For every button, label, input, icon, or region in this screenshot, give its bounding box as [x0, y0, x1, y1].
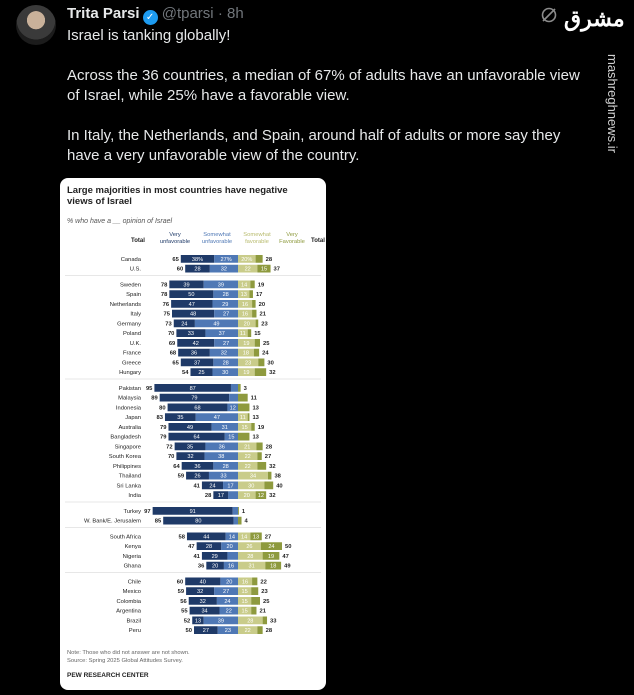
- very-unfavorable-label: 37: [193, 360, 201, 367]
- total-unfavorable-label: 68: [169, 350, 177, 357]
- somewhat-favorable-label: 14: [241, 282, 248, 289]
- bar-very-favorable: [257, 452, 261, 460]
- bar-very-favorable: [251, 587, 258, 595]
- somewhat-unfavorable-label: 12: [229, 405, 236, 412]
- total-favorable-label: 37: [273, 266, 281, 273]
- country-label: Malaysia: [118, 395, 141, 402]
- country-label: Chile: [127, 579, 141, 586]
- bar-very-favorable: [248, 329, 252, 337]
- total-favorable-label: 24: [262, 350, 269, 357]
- somewhat-unfavorable-label: 15: [228, 434, 235, 441]
- total-unfavorable-label: 72: [166, 444, 173, 451]
- somewhat-favorable-label: 34: [249, 473, 257, 480]
- mute-icon[interactable]: [540, 6, 558, 24]
- somewhat-unfavorable-label: 22: [225, 608, 232, 615]
- very-unfavorable-label: 79: [191, 395, 198, 402]
- very-unfavorable-label: 13: [194, 618, 202, 625]
- total-favorable-label: 32: [269, 463, 276, 470]
- total-unfavorable-label: 55: [181, 608, 188, 615]
- very-favorable-label: 19: [267, 553, 275, 560]
- total-unfavorable-label: 59: [177, 473, 185, 480]
- somewhat-favorable-label: 18: [242, 350, 250, 357]
- somewhat-unfavorable-label: 20: [226, 579, 233, 586]
- bar-very-favorable: [252, 578, 257, 586]
- total-favorable-label: 50: [285, 544, 292, 551]
- total-favorable-label: 20: [258, 301, 266, 308]
- bar-very-favorable: [238, 384, 241, 392]
- bar-very-favorable: [248, 413, 250, 421]
- header-very-unfavorable: Very: [169, 232, 181, 238]
- somewhat-favorable-label: 11: [239, 331, 246, 338]
- somewhat-unfavorable-label: 39: [217, 618, 224, 625]
- total-favorable-label: 21: [259, 608, 266, 615]
- total-unfavorable-label: 65: [172, 360, 179, 367]
- verified-badge-icon: ✓: [143, 10, 158, 25]
- header-very-favorable: Very: [286, 232, 298, 238]
- bar-very-favorable: [256, 320, 259, 328]
- somewhat-favorable-label: 15: [241, 598, 248, 605]
- site-watermark: [604, 54, 622, 204]
- somewhat-unfavorable-label: 36: [218, 444, 225, 451]
- somewhat-favorable-label: 16: [241, 579, 249, 586]
- somewhat-favorable-label: 26: [246, 544, 253, 551]
- somewhat-unfavorable-label: 37: [218, 331, 225, 338]
- total-unfavorable-label: 70: [167, 454, 175, 461]
- very-unfavorable-label: 29: [211, 553, 218, 560]
- country-label: Pakistan: [118, 385, 141, 392]
- total-favorable-label: 4: [244, 518, 248, 525]
- bar-very-favorable: [263, 617, 267, 625]
- country-label: Argentina: [116, 608, 141, 615]
- total-unfavorable-label: 80: [159, 405, 166, 412]
- chart-image[interactable]: [60, 178, 326, 690]
- country-label: South Africa: [109, 534, 141, 541]
- somewhat-unfavorable-label: 49: [213, 321, 220, 328]
- tweet-paragraph: In Italy, the Netherlands, and Spain, around half of adults or more say they have a very unfavorable view of the country.: [67, 127, 561, 164]
- bar-very-favorable: [238, 433, 249, 441]
- total-favorable-label: 17: [255, 292, 263, 299]
- country-label: Thailand: [118, 473, 141, 480]
- total-favorable-label: 25: [263, 598, 270, 605]
- country-label: Spain: [126, 292, 141, 299]
- very-unfavorable-label: 32: [187, 454, 194, 461]
- somewhat-favorable-label: 20%: [241, 256, 253, 263]
- country-label: Philippines: [112, 463, 141, 470]
- country-label: Italy: [130, 311, 141, 318]
- total-favorable-label: 21: [259, 311, 266, 318]
- chart-subtitle: % who have a __ opinion of Israel: [67, 218, 173, 225]
- very-favorable-label: 12: [257, 493, 264, 500]
- somewhat-unfavorable-label: 32: [220, 350, 228, 357]
- total-unfavorable-label: 73: [165, 321, 172, 328]
- very-unfavorable-label: 47: [188, 301, 195, 308]
- very-unfavorable-label: 91: [189, 508, 196, 515]
- total-unfavorable-label: 78: [160, 292, 168, 299]
- somewhat-unfavorable-label: 38: [218, 454, 225, 461]
- total-favorable-label: 33: [270, 618, 277, 625]
- somewhat-unfavorable-label: 32: [220, 266, 228, 273]
- country-label: Singapore: [114, 444, 141, 451]
- somewhat-favorable-label: 22: [244, 266, 251, 273]
- total-favorable-label: 28: [265, 256, 273, 263]
- total-unfavorable-label: 75: [163, 311, 170, 318]
- very-favorable-label: 18: [270, 563, 277, 570]
- total-unfavorable-label: 78: [160, 282, 168, 289]
- country-label: Colombia: [116, 598, 141, 605]
- total-unfavorable-label: 97: [144, 508, 151, 515]
- very-unfavorable-label: 35: [186, 444, 194, 451]
- very-unfavorable-label: 44: [203, 534, 210, 541]
- very-unfavorable-label: 25: [198, 370, 205, 377]
- country-label: Nigeria: [122, 553, 141, 560]
- total-unfavorable-label: 76: [162, 301, 170, 308]
- somewhat-unfavorable-label: 33: [220, 473, 227, 480]
- bar-very-favorable: [249, 290, 253, 298]
- country-label: Kenya: [124, 544, 141, 551]
- bar-very-favorable: [255, 339, 260, 347]
- very-favorable-label: 15: [260, 266, 268, 273]
- tweet-paragraph: Israel is tanking globally!: [67, 27, 231, 44]
- country-label: Netherlands: [109, 301, 141, 308]
- country-label: W. Bank/E. Jerusalem: [83, 518, 141, 525]
- total-unfavorable-label: 58: [178, 534, 185, 541]
- total-favorable-label: 27: [264, 454, 272, 461]
- total-favorable-label: 27: [264, 534, 272, 541]
- bar-somewhat-unfavorable: [227, 552, 238, 560]
- very-unfavorable-label: 33: [187, 331, 195, 338]
- country-label: Poland: [122, 331, 141, 338]
- total-favorable-label: 22: [260, 579, 267, 586]
- bar-very-favorable: [238, 517, 242, 525]
- header-very-unfavorable: unfavorable: [159, 239, 191, 245]
- very-unfavorable-label: 42: [192, 340, 199, 347]
- very-unfavorable-label: 87: [189, 385, 196, 392]
- total-favorable-label: 28: [265, 444, 273, 451]
- bar-somewhat-unfavorable: [229, 394, 238, 402]
- bar-very-favorable: [257, 462, 266, 470]
- country-label: Indonesia: [115, 405, 141, 412]
- country-label: South Korea: [108, 454, 141, 461]
- total-favorable-label: 25: [263, 340, 270, 347]
- somewhat-unfavorable-label: 14: [228, 534, 235, 541]
- total-favorable-label: 19: [257, 282, 265, 289]
- very-unfavorable-label: 28: [205, 544, 213, 551]
- bar-very-favorable: [251, 423, 255, 431]
- bar-very-favorable: [254, 349, 259, 357]
- total-favorable-label: 30: [267, 360, 274, 367]
- chart-title: views of Israel: [67, 196, 132, 207]
- somewhat-unfavorable-label: 16: [227, 563, 235, 570]
- very-unfavorable-label: 34: [201, 608, 208, 615]
- somewhat-favorable-label: 20: [243, 321, 250, 328]
- somewhat-unfavorable-label: 27: [223, 340, 230, 347]
- country-label: Canada: [120, 256, 141, 263]
- somewhat-favorable-label: 22: [244, 454, 251, 461]
- very-unfavorable-label: 80: [195, 518, 202, 525]
- country-label: U.K.: [129, 340, 141, 347]
- total-favorable-label: 28: [265, 628, 273, 635]
- bar-very-favorable: [251, 607, 256, 615]
- bar-very-favorable: [252, 300, 256, 308]
- tweet-paragraph: Across the 36 countries, a median of 67% of adults have an unfavorable view of Israel, while 25% have a favorable view.: [67, 67, 580, 104]
- somewhat-unfavorable-label: 28: [222, 463, 229, 470]
- total-unfavorable-label: 79: [160, 424, 167, 431]
- very-unfavorable-label: 24: [181, 321, 188, 328]
- bar-very-favorable: [268, 472, 272, 480]
- somewhat-favorable-label: 20: [243, 493, 250, 500]
- total-unfavorable-label: 41: [193, 483, 200, 490]
- somewhat-favorable-label: 19: [243, 370, 250, 377]
- chart-note: Note: Those who did not answer are not shown.: [67, 650, 190, 656]
- total-favorable-label: 23: [261, 589, 268, 596]
- bar-very-favorable: [251, 597, 260, 605]
- header-total-unfavorable: Total: [131, 238, 145, 244]
- somewhat-favorable-label: 15: [241, 608, 248, 615]
- israel-views-chart: [60, 178, 326, 690]
- somewhat-favorable-label: 11: [239, 415, 246, 422]
- total-unfavorable-label: 59: [177, 589, 185, 596]
- header-somewhat-favorable: favorable: [245, 239, 269, 245]
- bar-very-favorable: [238, 394, 248, 402]
- total-unfavorable-label: 60: [176, 579, 184, 586]
- somewhat-unfavorable-label: 28: [222, 360, 229, 367]
- total-favorable-label: 1: [241, 508, 246, 515]
- header-total-favorable: Total: [311, 238, 325, 244]
- bar-very-favorable: [258, 359, 264, 367]
- somewhat-favorable-label: 19: [243, 340, 250, 347]
- tweet-text: [67, 26, 592, 186]
- tweet-header: [67, 5, 244, 25]
- very-unfavorable-label: 17: [217, 493, 224, 500]
- very-unfavorable-label: 32: [199, 598, 206, 605]
- somewhat-favorable-label: 21: [244, 444, 251, 451]
- very-unfavorable-label: 38%: [191, 256, 204, 263]
- somewhat-favorable-label: 22: [244, 463, 251, 470]
- country-label: Turkey: [123, 508, 141, 515]
- bar-somewhat-unfavorable: [228, 491, 238, 499]
- very-unfavorable-label: 49: [186, 424, 194, 431]
- total-favorable-label: 15: [254, 331, 261, 338]
- very-unfavorable-label: 26: [194, 473, 201, 480]
- author-avatar[interactable]: [16, 5, 56, 45]
- bar-very-favorable: [238, 404, 249, 412]
- somewhat-unfavorable-label: 27: [223, 589, 230, 596]
- bar-somewhat-unfavorable: [234, 517, 238, 525]
- somewhat-unfavorable-label: 29: [222, 301, 229, 308]
- total-unfavorable-label: 60: [176, 266, 184, 273]
- country-label: Ghana: [123, 563, 141, 570]
- total-favorable-label: 11: [250, 395, 257, 402]
- bar-very-favorable: [256, 443, 262, 451]
- bar-very-favorable: [264, 482, 273, 490]
- total-favorable-label: 47: [282, 553, 289, 560]
- total-unfavorable-label: 79: [160, 434, 167, 441]
- site-logo: مشرق: [564, 6, 625, 31]
- somewhat-unfavorable-label: 23: [224, 628, 231, 635]
- country-label: Germany: [117, 321, 141, 328]
- very-unfavorable-label: 36: [190, 350, 198, 357]
- total-favorable-label: 19: [257, 424, 265, 431]
- separator: ·: [217, 5, 223, 22]
- total-unfavorable-label: 54: [182, 370, 189, 377]
- watermark-text: mashreghnews.ir: [605, 54, 620, 153]
- country-label: U.S.: [129, 266, 141, 273]
- somewhat-favorable-label: 28: [247, 553, 254, 560]
- very-unfavorable-label: 28: [194, 266, 201, 273]
- total-unfavorable-label: 47: [188, 544, 195, 551]
- chart-source: Source: Spring 2025 Global Attitudes Survey.: [67, 658, 183, 664]
- total-unfavorable-label: 56: [180, 598, 187, 605]
- country-label: Australia: [118, 424, 141, 431]
- very-unfavorable-label: 50: [188, 292, 195, 299]
- very-unfavorable-label: 27: [202, 628, 209, 635]
- country-label: Mexico: [122, 589, 141, 596]
- total-favorable-label: 13: [252, 415, 259, 422]
- total-unfavorable-label: 85: [154, 518, 162, 525]
- somewhat-unfavorable-label: 47: [213, 415, 220, 422]
- somewhat-unfavorable-label: 31: [221, 424, 228, 431]
- country-label: Sri Lanka: [116, 483, 141, 490]
- somewhat-unfavorable-label: 20: [226, 544, 233, 551]
- author-handle[interactable]: @tparsi: [161, 5, 214, 22]
- somewhat-unfavorable-label: 17: [227, 483, 234, 490]
- very-unfavorable-label: 68: [194, 405, 201, 412]
- tweet-time[interactable]: 8h: [226, 5, 244, 22]
- somewhat-unfavorable-label: 27%: [220, 256, 232, 263]
- total-unfavorable-label: 64: [173, 463, 180, 470]
- somewhat-favorable-label: 13: [240, 292, 247, 299]
- total-unfavorable-label: 70: [167, 331, 175, 338]
- chart-org: PEW RESEARCH CENTER: [67, 672, 149, 679]
- country-label: Peru: [128, 628, 141, 635]
- chart-title: Large majorities in most countries have negative: [67, 185, 288, 196]
- very-unfavorable-label: 20: [212, 563, 219, 570]
- total-unfavorable-label: 41: [193, 553, 200, 560]
- somewhat-favorable-label: 23: [245, 360, 252, 367]
- total-favorable-label: 32: [269, 370, 276, 377]
- bar-very-favorable: [238, 507, 239, 515]
- total-unfavorable-label: 28: [204, 493, 212, 500]
- country-label: Greece: [121, 360, 141, 367]
- bar-very-favorable: [252, 310, 256, 318]
- very-unfavorable-label: 39: [183, 282, 190, 289]
- header-somewhat-unfavorable: unfavorable: [201, 239, 233, 245]
- total-favorable-label: 23: [261, 321, 268, 328]
- total-unfavorable-label: 83: [156, 415, 163, 422]
- somewhat-unfavorable-label: 27: [223, 311, 230, 318]
- somewhat-favorable-label: 15: [241, 424, 248, 431]
- somewhat-unfavorable-label: 24: [224, 598, 231, 605]
- total-unfavorable-label: 36: [197, 563, 205, 570]
- bar-very-favorable: [256, 255, 263, 263]
- somewhat-favorable-label: 28: [247, 618, 254, 625]
- somewhat-unfavorable-label: 30: [222, 370, 229, 377]
- very-unfavorable-label: 35: [177, 415, 184, 422]
- somewhat-favorable-label: 30: [248, 483, 255, 490]
- very-unfavorable-label: 36: [194, 463, 201, 470]
- very-favorable-label: 24: [268, 544, 275, 551]
- somewhat-favorable-label: 15: [241, 589, 248, 596]
- header-very-favorable: Favorable: [279, 239, 305, 245]
- very-unfavorable-label: 48: [190, 311, 197, 318]
- bar-very-favorable: [257, 626, 262, 634]
- somewhat-favorable-label: 22: [244, 628, 251, 635]
- total-favorable-label: 13: [252, 434, 259, 441]
- country-label: Brazil: [126, 618, 141, 625]
- total-unfavorable-label: 50: [185, 628, 192, 635]
- very-unfavorable-label: 64: [193, 434, 200, 441]
- total-unfavorable-label: 65: [172, 256, 179, 263]
- bar-very-favorable: [255, 368, 266, 376]
- total-favorable-label: 49: [284, 563, 291, 570]
- total-favorable-label: 13: [252, 405, 259, 412]
- header-somewhat-unfavorable: Somewhat: [203, 232, 231, 238]
- somewhat-unfavorable-label: 28: [222, 292, 229, 299]
- total-favorable-label: 3: [243, 385, 247, 392]
- country-label: France: [122, 350, 141, 357]
- very-unfavorable-label: 32: [197, 589, 204, 596]
- somewhat-favorable-label: 16: [241, 311, 249, 318]
- country-label: Hungary: [119, 370, 141, 377]
- very-unfavorable-label: 24: [209, 483, 216, 490]
- total-favorable-label: 32: [269, 493, 276, 500]
- somewhat-favorable-label: 14: [241, 534, 248, 541]
- country-label: Sweden: [120, 282, 141, 289]
- very-unfavorable-label: 40: [199, 579, 206, 586]
- country-label: India: [128, 493, 141, 500]
- bar-very-favorable: [250, 281, 254, 289]
- total-unfavorable-label: 52: [183, 618, 191, 625]
- somewhat-favorable-label: 31: [248, 563, 255, 570]
- bar-somewhat-unfavorable: [233, 507, 238, 515]
- very-favorable-label: 13: [252, 534, 260, 541]
- bar-somewhat-unfavorable: [231, 384, 238, 392]
- total-unfavorable-label: 95: [145, 385, 153, 392]
- total-favorable-label: 38: [274, 473, 281, 480]
- total-unfavorable-label: 89: [151, 395, 158, 402]
- somewhat-unfavorable-label: 39: [217, 282, 224, 289]
- somewhat-favorable-label: 16: [241, 301, 249, 308]
- author-name[interactable]: Trita Parsi: [67, 5, 140, 22]
- header-somewhat-favorable: Somewhat: [243, 232, 271, 238]
- country-label: Japan: [125, 415, 141, 422]
- country-label: Bangladesh: [110, 434, 141, 441]
- total-unfavorable-label: 69: [168, 340, 176, 347]
- total-favorable-label: 40: [276, 483, 283, 490]
